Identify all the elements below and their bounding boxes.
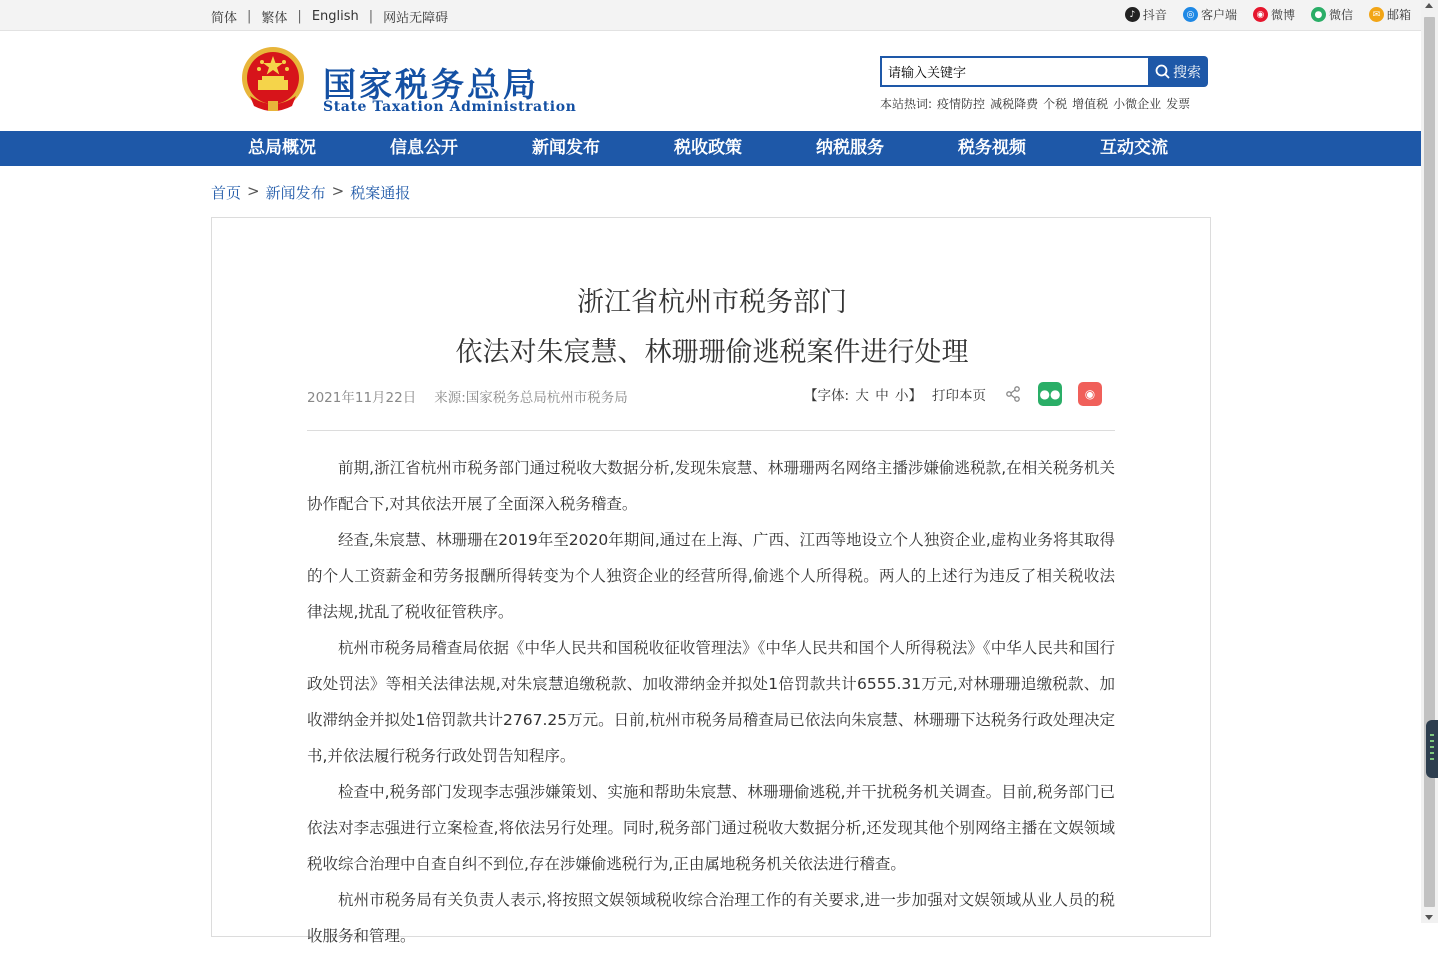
weibo-icon: ◉: [1253, 7, 1268, 22]
social-label: 抖音: [1142, 8, 1167, 22]
social-links: [1125, 6, 1413, 23]
nav-item-tax-policy[interactable]: 税收政策: [674, 138, 742, 158]
social-label: 微博: [1270, 8, 1295, 22]
mail-icon: ✉: [1369, 7, 1384, 22]
social-weibo[interactable]: [1253, 6, 1295, 23]
print-link[interactable]: 打印本页: [932, 388, 986, 404]
client-icon: ◎: [1183, 7, 1198, 22]
breadcrumb: [211, 182, 410, 203]
breadcrumb-tax-cases[interactable]: 税案通报: [350, 184, 411, 202]
accessibility-link[interactable]: 网站无障碍: [383, 11, 449, 26]
nav-item-news[interactable]: 新闻发布: [532, 138, 600, 158]
font-size-label: 【字体:: [804, 388, 850, 404]
hot-words: [880, 95, 1190, 112]
article-tools: [804, 382, 1102, 406]
separator: |: [247, 9, 252, 24]
article-paragraph: 检查中,税务部门发现李志强涉嫌策划、实施和帮助朱宸慧、林珊珊偷逃税,并干扰税务机关调查。目前,税务部门已依法对李志强进行立案检查,将依法另行处理。同时,税务部门通过税收大数据分析,还发现其他个别网络主播在文娱领域税收综合治理中自查自纠不到位,存在涉嫌偷逃税行为,正由属地税务机关依法进行稽查。: [307, 783, 1115, 873]
lang-traditional-link[interactable]: 繁体: [261, 11, 288, 26]
logo-english[interactable]: State Taxation Administration: [323, 99, 577, 115]
article-paragraph: 杭州市税务局有关负责人表示,将按照文娱领域税收综合治理工作的有关要求,进一步加强对文娱领域从业人员的税收服务和管理。: [307, 891, 1115, 945]
lang-simplified-link[interactable]: 简体: [211, 11, 238, 26]
social-label: 客户端: [1200, 8, 1237, 22]
breadcrumb-news[interactable]: 新闻发布: [265, 184, 326, 202]
scroll-down-arrow-icon[interactable]: [1425, 915, 1433, 920]
font-size-control: [804, 384, 922, 404]
breadcrumb-separator: >: [247, 182, 260, 200]
article-paragraph: 前期,浙江省杭州市税务部门通过税收大数据分析,发现朱宸慧、林珊珊两名网络主播涉嫌偷逃税款,在相关税务机关协作配合下,对其依法开展了全面深入税务稽查。: [307, 459, 1115, 513]
hot-word-link[interactable]: 发票: [1166, 97, 1191, 111]
nav-item-overview[interactable]: 总局概况: [248, 138, 316, 158]
social-wechat[interactable]: [1311, 6, 1353, 23]
search-bar: [880, 56, 1208, 87]
hot-words-label: 本站热词:: [880, 97, 933, 111]
douyin-icon: ♪: [1125, 7, 1140, 22]
search-button[interactable]: [1148, 56, 1208, 87]
nav-item-interaction[interactable]: 互动交流: [1100, 138, 1168, 158]
lang-english-link[interactable]: English: [311, 9, 359, 24]
search-input[interactable]: [880, 56, 1148, 87]
share-wechat-icon[interactable]: ●●: [1038, 382, 1062, 406]
font-size-large[interactable]: 大: [855, 388, 869, 404]
top-utility-bar: [0, 0, 1421, 31]
language-switcher: [211, 7, 448, 26]
article-source: 来源:国家税务总局杭州市税务局: [434, 390, 628, 406]
separator: |: [368, 9, 374, 24]
wechat-icon: ●: [1311, 7, 1326, 22]
article-title: [212, 278, 1212, 378]
social-label: 微信: [1328, 8, 1353, 22]
share-icon[interactable]: [1004, 385, 1022, 403]
article-paragraph: 经查,朱宸慧、林珊珊在2019年至2020年期间,通过在上海、广西、江西等地设立个人独资企业,虚构业务将其取得的个人工资薪金和劳务报酬所得转变为个人独资企业的经营所得,偷逃个人所得税。两人的上述行为违反了相关税收法律法规,扰乱了税收征管秩序。: [307, 531, 1115, 621]
site-header: [0, 31, 1421, 131]
share-weibo-icon[interactable]: ◉: [1078, 382, 1102, 406]
social-client[interactable]: [1183, 6, 1237, 23]
social-douyin[interactable]: [1125, 6, 1167, 23]
vertical-scrollbar[interactable]: [1421, 0, 1438, 923]
article-title-line2: 依法对朱宸慧、林珊珊偷逃税案件进行处理: [455, 337, 969, 368]
divider: [307, 430, 1115, 431]
hot-word-link[interactable]: 减税降费: [990, 97, 1039, 111]
social-label: 邮箱: [1386, 8, 1411, 22]
hot-word-link[interactable]: 小微企业: [1113, 97, 1162, 111]
social-mail[interactable]: [1369, 6, 1411, 23]
search-button-label: 搜索: [1173, 64, 1201, 81]
search-icon: [1155, 64, 1170, 79]
breadcrumb-home[interactable]: 首页: [211, 184, 242, 202]
article-paragraph: 杭州市税务局稽查局依据《中华人民共和国税收征收管理法》《中华人民共和国个人所得税法》《中华人民共和国行政处罚法》等相关法律法规,对朱宸慧追缴税款、加收滞纳金并拟处1倍罚款共计6555.31万元,对林珊珊追缴税款、加收滞纳金并拟处1倍罚款共计2767.25万元。日前,杭州市税务局稽查局已依法向朱宸慧、林珊珊下达税务行政处理决定书,并依法履行税务行政处罚告知程序。: [307, 639, 1115, 765]
hot-word-link[interactable]: 增值税: [1072, 97, 1109, 111]
logo-chinese[interactable]: 国家税务总局: [323, 65, 539, 104]
national-emblem-icon[interactable]: [240, 46, 306, 116]
nav-item-tax-video[interactable]: 税务视频: [958, 138, 1026, 158]
scroll-up-arrow-icon[interactable]: [1425, 3, 1433, 8]
hot-word-link[interactable]: 个税: [1043, 97, 1068, 111]
article-panel: [211, 217, 1211, 945]
side-widget-tab[interactable]: [1426, 720, 1438, 778]
font-size-medium[interactable]: 中: [875, 388, 889, 404]
hot-word-link[interactable]: 疫情防控: [937, 97, 986, 111]
breadcrumb-separator: >: [331, 182, 345, 200]
nav-item-info-disclosure[interactable]: 信息公开: [390, 138, 458, 158]
main-nav: [0, 131, 1421, 166]
article-date: 2021年11月22日: [307, 390, 417, 406]
article-title-line1: 浙江省杭州市税务部门: [577, 287, 847, 318]
article-meta: [307, 386, 628, 406]
article-body: [307, 450, 1115, 954]
font-size-small[interactable]: 小】: [895, 388, 922, 404]
separator: |: [297, 9, 302, 24]
nav-item-tax-service[interactable]: 纳税服务: [816, 138, 884, 158]
